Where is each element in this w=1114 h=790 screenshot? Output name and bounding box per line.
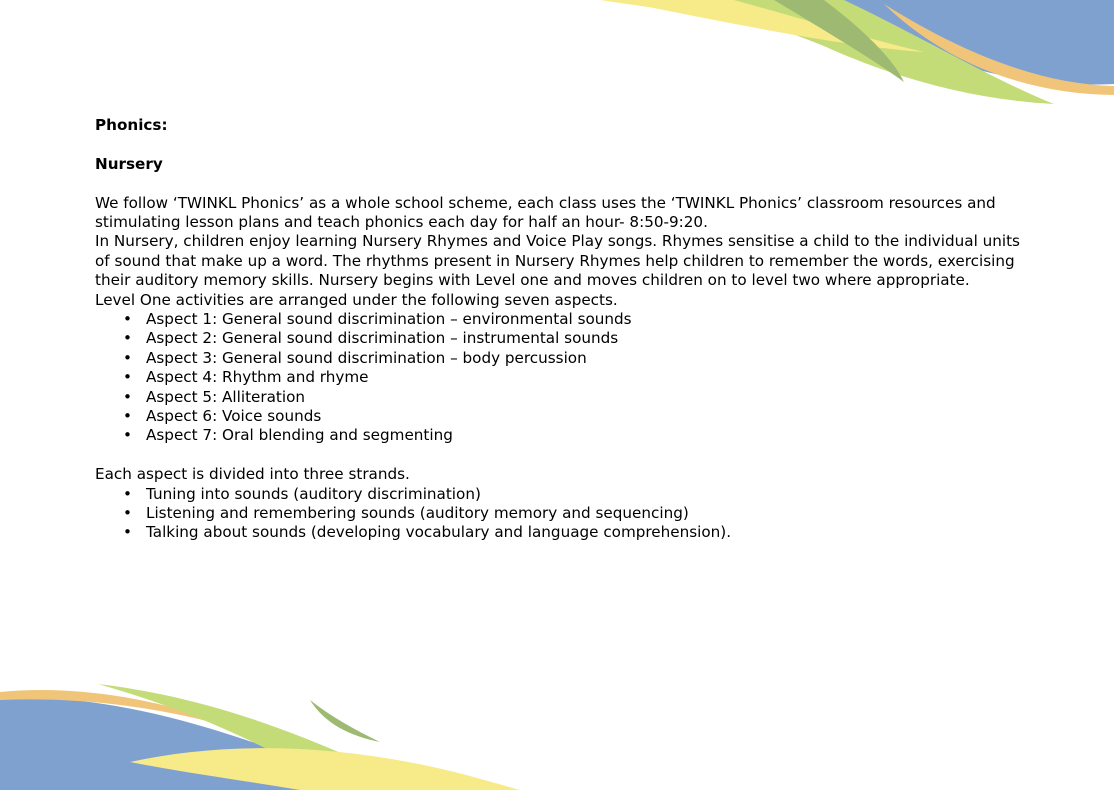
list-item [95,368,1035,387]
bullet-icon: • [123,426,132,445]
list-item [95,388,1035,407]
bullet-icon: • [123,329,132,348]
strands-intro: Each aspect is divided into three strands. [95,465,410,484]
swoosh-dark-green-shape [310,700,380,742]
bullet-icon: • [123,310,132,328]
spacer [95,174,1035,193]
list-item-text: Talking about sounds (developing vocabulary and language comprehension). [146,523,732,542]
list-item [95,407,1035,426]
list-item [95,310,1035,329]
document-body [95,116,1035,543]
list-item-text: Aspect 5: Alliteration [146,387,306,406]
bullet-icon: • [123,484,132,503]
bullet-icon: • [123,523,132,542]
aspects-intro: Level One activities are arranged under the following seven aspects. [95,290,618,309]
list-item [95,504,1035,523]
decorative-swoosh-top-right [594,0,1114,110]
list-item-text: Aspect 7: Oral blending and segmenting [146,426,453,445]
list-item [95,523,1035,542]
list-item-text: Listening and remembering sounds (auditory memory and sequencing) [146,504,689,523]
list-item-text: Aspect 6: Voice sounds [146,407,322,426]
page-heading: Phonics: [95,116,168,134]
decorative-swoosh-bottom-left [0,680,520,790]
bullet-icon: • [123,504,132,523]
list-item-text: Aspect 1: General sound discrimination – environmental sounds [146,310,632,328]
list-item-text: Aspect 4: Rhythm and rhyme [146,368,369,387]
nursery-paragraph: In Nursery, children enjoy learning Nursery Rhymes and Voice Play songs. Rhymes sensitise a child to the individual units of sound that make up a word. The rhythms present in Nursery Rhymes help children to remember the words, exercising their auditory memory skills. Nursery begins with Level one and moves children on to level two where appropriate. [95,232,1020,290]
spacer [95,135,1035,154]
bullet-icon: • [123,368,132,387]
strands-list [95,485,1035,543]
section-heading-nursery: Nursery [95,154,163,173]
list-item [95,426,1035,445]
list-item [95,329,1035,348]
list-item-text: Aspect 3: General sound discrimination – body percussion [146,348,587,367]
list-item-text: Tuning into sounds (auditory discrimination) [146,484,481,503]
bullet-icon: • [123,387,132,406]
intro-paragraph: We follow ‘TWINKL Phonics’ as a whole school scheme, each class uses the ‘TWINKL Phonics’ classroom resources and stimulating lesson plans and teach phonics each day for half an hour- 8:50-9:20. [95,193,996,231]
aspects-list [95,310,1035,446]
list-item-text: Aspect 2: General sound discrimination – instrumental sounds [146,329,619,348]
spacer [95,446,1035,465]
bullet-icon: • [123,348,132,367]
bullet-icon: • [123,407,132,426]
list-item [95,485,1035,504]
list-item [95,349,1035,368]
